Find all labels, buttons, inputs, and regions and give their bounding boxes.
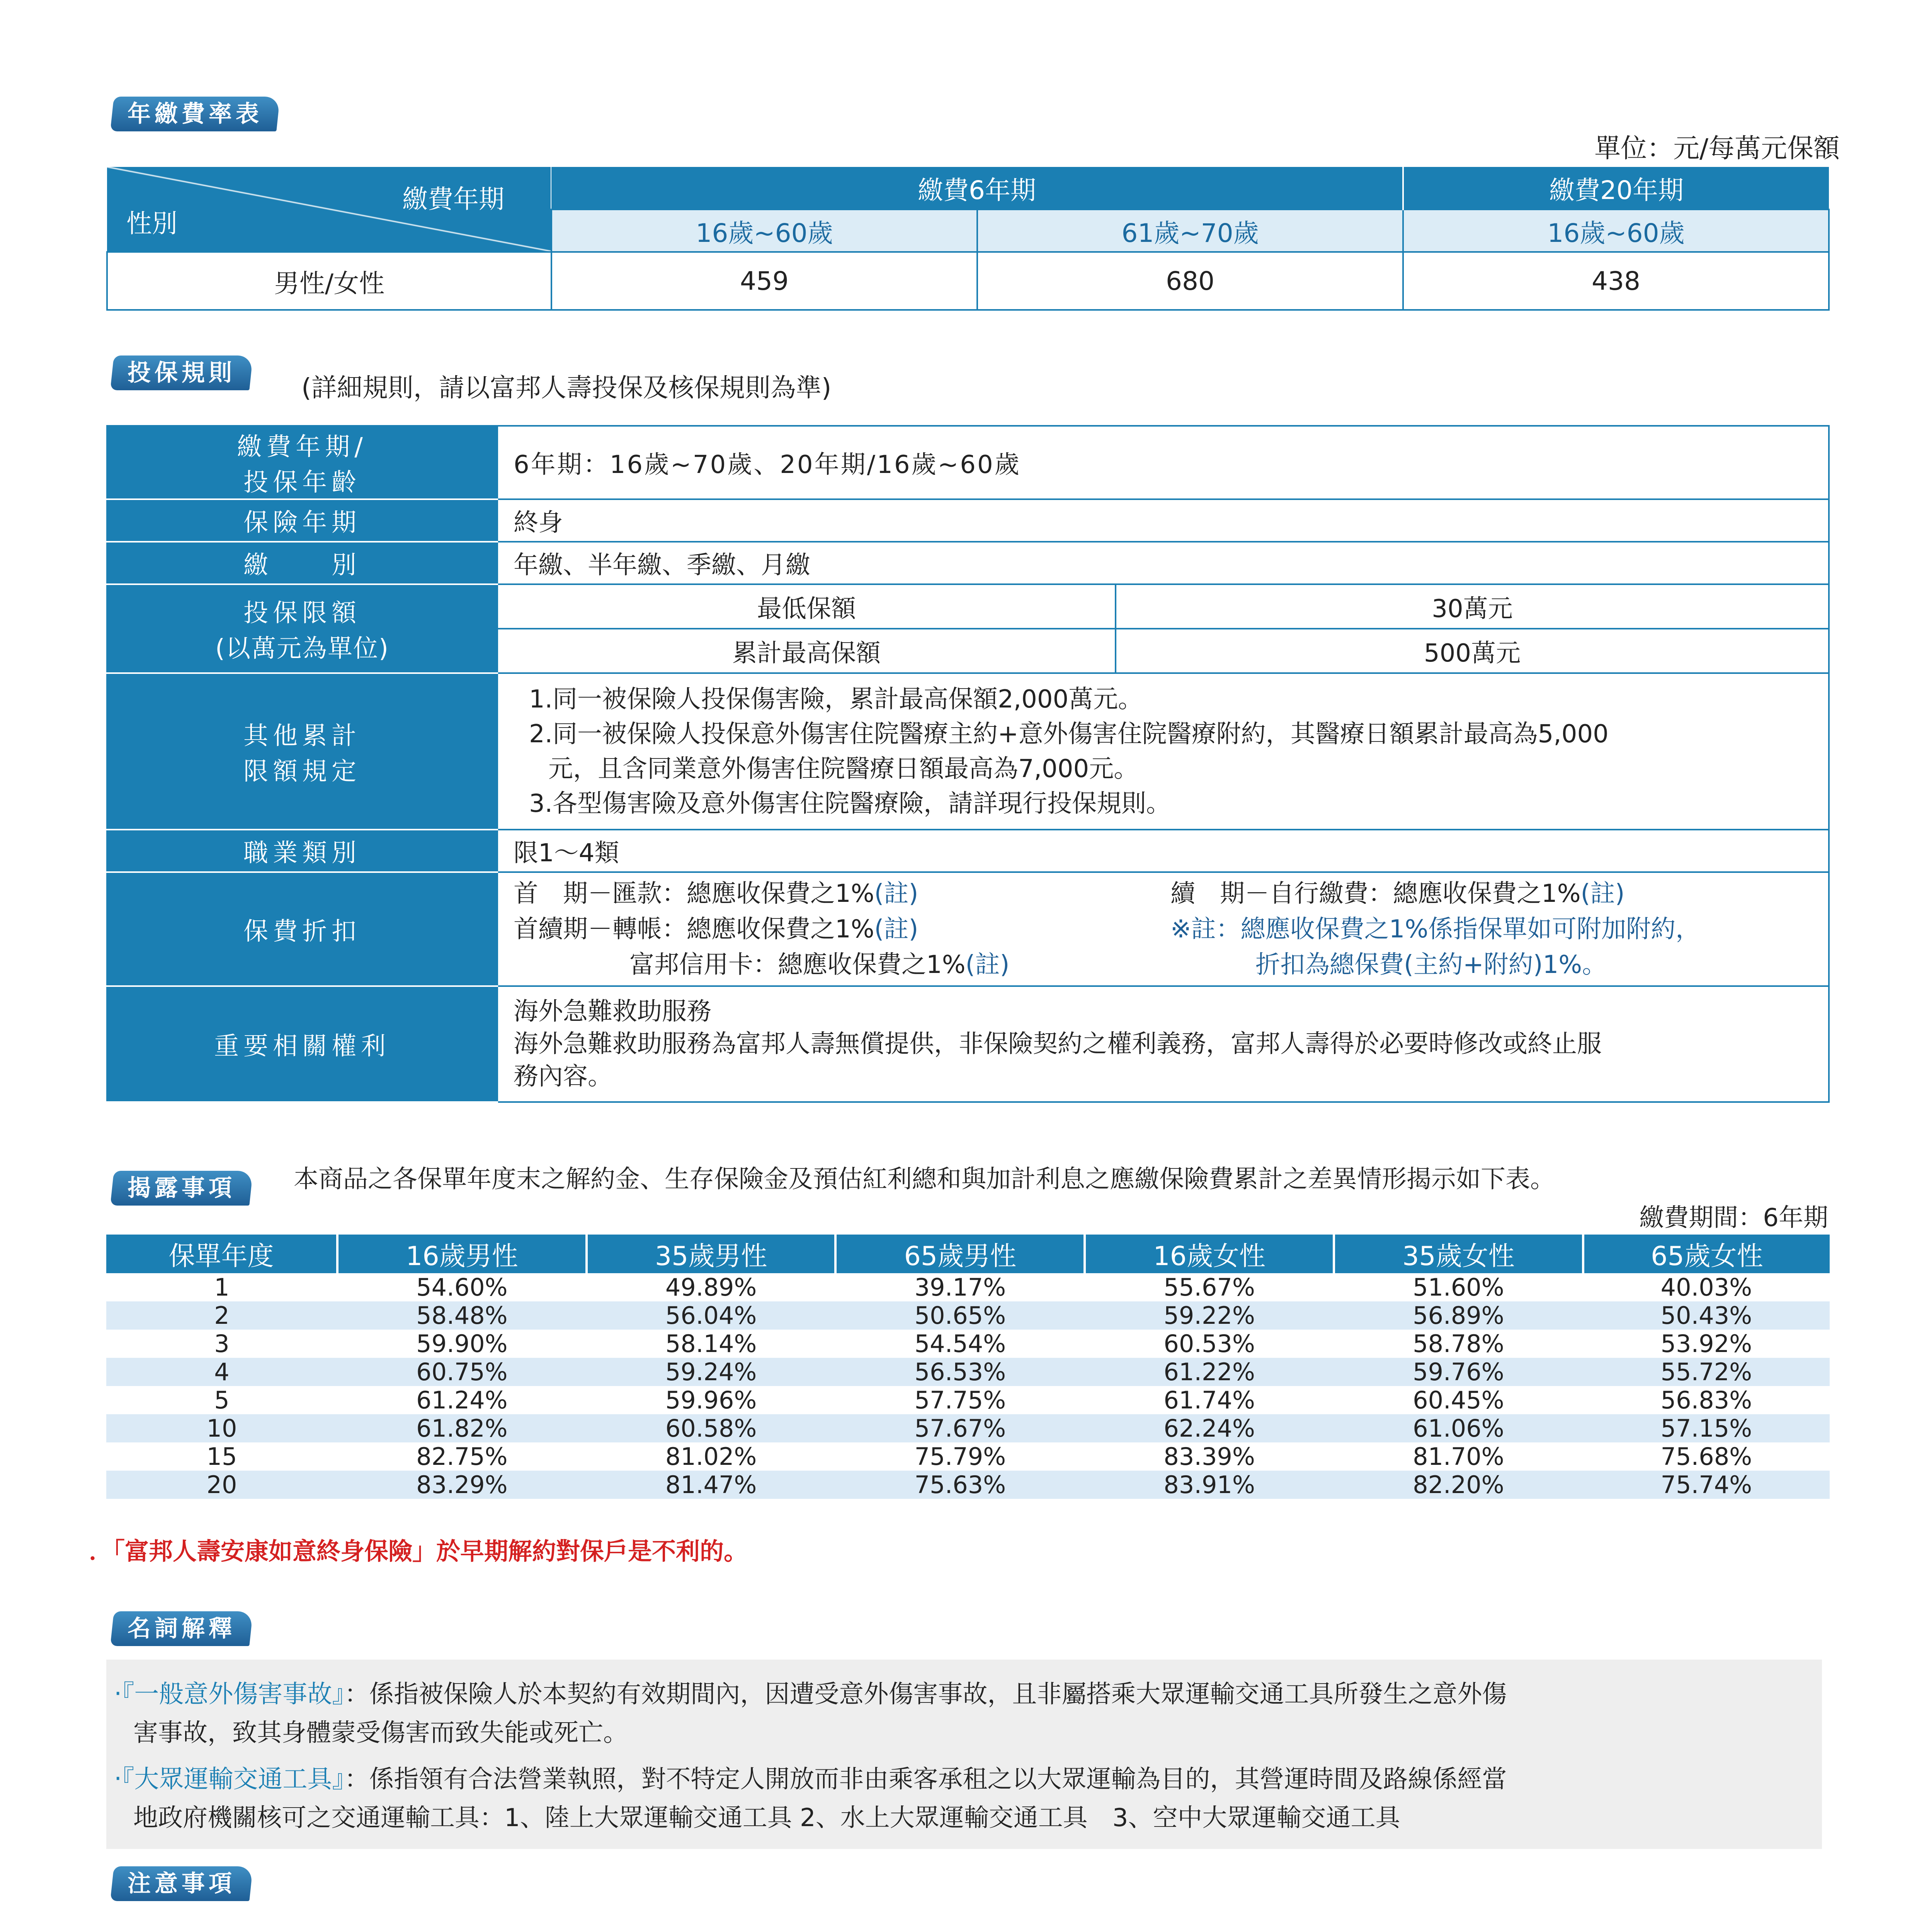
ratio-cell: 57.67% [835,1414,1085,1442]
col-16m: 16歲男性 [337,1235,587,1273]
period-label: 保險年期 [107,499,497,542]
disclosure-header-row [106,1235,1830,1273]
ratio-cell: 54.54% [914,1330,1006,1358]
ratio-cell: 82.20% [1334,1471,1583,1499]
disclosure-row [106,1471,1830,1499]
ratio-cell: 50.43% [1583,1301,1830,1330]
col-year: 保單年度 [106,1235,337,1273]
terms-section-tag: 名詞解釋 [110,1611,253,1646]
disclosure-row [106,1386,1830,1414]
pay-value: 年繳、半年繳、季繳、月繳 [497,542,1829,584]
ratio-cell: 53.92% [1660,1330,1752,1358]
plan-20yr-header: 繳費20年期 [1403,167,1829,209]
rules-note: (詳細規則，請以富邦人壽投保及核保規則為準) [301,373,832,403]
ratio-cell: 83.91% [1085,1471,1334,1499]
ratio-cell: 61.22% [1085,1358,1334,1386]
disclosure-row [106,1330,1830,1358]
ratio-cell: 58.78% [1413,1330,1504,1358]
disclosure-desc: 本商品之各保單年度末之解約金、生存保險金及預估紅利總和與加計利息之應繳保險費累計之差異情形揭示如下表。 [294,1165,1555,1194]
policy-year-cell: 5 [214,1386,230,1414]
ratio-cell: 56.83% [1660,1386,1752,1414]
rate-value: 680 [977,252,1403,310]
max-amount-value: 500萬元 [1116,629,1829,673]
ratio-cell: 60.53% [1163,1330,1255,1358]
policy-year-cell: 3 [214,1330,230,1358]
other-limit-value: 1.同一被保險人投保傷害險，累計最高保額2,000萬元。 2.同一被保險人投保意外傷害住院醫療主約+意外傷害住院醫療附約，其醫療日額累計最高為5,000 元，且含同業意外傷害住院醫療日額最高為7,000元。 3.各型傷害險及意外傷害住院醫療險，請詳現行投保規則。 [497,673,1829,830]
ratio-cell: 39.17% [914,1273,1006,1301]
disclosure-table [106,1235,1830,1499]
unit-label: 單位：元/每萬元保額 [1594,133,1840,164]
col-65m: 65歲男性 [835,1235,1085,1273]
ratio-cell: 61.82% [337,1414,587,1442]
disclosure-row [106,1273,1830,1301]
definition-2-cont: 地政府機關核可之交通運輸工具：1、陸上大眾運輸交通工具 2、水上大眾運輸交通工具 3、空中大眾運輸交通工具 [133,1804,1400,1832]
definition-1: ‧『一般意外傷害事故』：係指被保險人於本契約有效期間內，因遭受意外傷害事故，且非屬搭乘大眾運輸交通工具所發生之意外傷 [114,1680,1507,1709]
notices-section-tag: 注意事項 [110,1866,253,1901]
rate-header-corner [107,167,551,252]
ratio-cell: 54.60% [416,1273,508,1301]
gender-row-label: 男性/女性 [107,252,551,310]
ratio-cell: 61.24% [416,1386,508,1414]
ratio-cell: 56.89% [1334,1301,1583,1330]
rights-label: 重要相關權利 [107,986,497,1102]
ratio-cell: 55.67% [1163,1273,1255,1301]
policy-year-cell: 4 [106,1358,337,1386]
rate-table [106,167,1830,311]
ratio-cell: 58.48% [337,1301,587,1330]
ratio-cell: 50.65% [835,1301,1085,1330]
limit-label: 投保限額 (以萬元為單位) [107,584,497,673]
term-age-label: 繳費年期/ 投保年齡 [107,426,497,499]
pay-label: 繳 別 [107,542,497,584]
ratio-cell: 58.14% [665,1330,757,1358]
age-61-70-6yr: 61歲~70歲 [977,209,1403,252]
rate-section-tag: 年繳費率表 [110,97,280,131]
disclosure-period: 繳費期間：6年期 [1639,1204,1828,1232]
ratio-cell: 56.04% [587,1301,836,1330]
ratio-cell: 59.76% [1334,1358,1583,1386]
policy-year-cell: 2 [106,1301,337,1330]
ratio-cell: 59.96% [665,1386,757,1414]
rules-section-tag: 投保規則 [110,355,253,390]
ratio-cell: 57.15% [1583,1414,1830,1442]
ratio-cell: 81.70% [1413,1442,1504,1471]
ratio-cell: 83.39% [1163,1442,1255,1471]
ratio-cell: 75.74% [1583,1471,1830,1499]
ratio-cell: 81.47% [587,1471,836,1499]
policy-year-cell: 10 [106,1414,337,1442]
col-65f: 65歲女性 [1583,1235,1830,1273]
ratio-cell: 75.79% [914,1442,1006,1471]
discount-value: 首 期－匯款：總應收保費之1%(註) 首續期－轉帳：總應收保費之1%(註) 富邦信用卡：總應收保費之1%(註) 續 期－自行繳費：總應收保費之1%(註) ※註：總應收保費之1%係指保單如可附加附約， 折扣為總保費(主約+附約)1%。 [497,872,1829,986]
disclosure-row [106,1358,1830,1386]
disclosure-section-tag: 揭露事項 [110,1171,253,1206]
rules-table [106,425,1830,1103]
ratio-cell: 75.63% [835,1471,1085,1499]
ratio-cell: 75.68% [1660,1442,1752,1471]
term-age-value: 6年期：16歲~70歲、20年期/16歲~60歲 [497,426,1829,499]
period-value: 終身 [497,499,1829,542]
rate-value: 438 [1403,252,1829,310]
max-amount-label: 累計最高保額 [497,629,1116,673]
ratio-cell: 83.29% [337,1471,587,1499]
policy-year-cell: 15 [206,1442,237,1471]
policy-year-cell: 20 [106,1471,337,1499]
ratio-cell: 51.60% [1413,1273,1504,1301]
ratio-cell: 49.89% [665,1273,757,1301]
definition-1-cont: 害事故，致其身體蒙受傷害而致失能或死亡。 [133,1719,628,1747]
min-amount-label: 最低保額 [497,584,1116,629]
ratio-cell: 40.03% [1660,1273,1752,1301]
ratio-cell: 61.74% [1163,1386,1255,1414]
discount-label: 保費折扣 [107,872,497,986]
age-16-60-20yr: 16歲~60歲 [1403,209,1829,252]
policy-year-cell: 1 [214,1273,230,1301]
plan-6yr-header: 繳費6年期 [551,167,1403,209]
ratio-cell: 61.06% [1334,1414,1583,1442]
col-35m: 35歲男性 [587,1235,836,1273]
ratio-cell: 59.24% [587,1358,836,1386]
definition-2: ‧『大眾運輸交通工具』：係指領有合法營業執照，對不特定人開放而非由乘客承租之以大眾運輸為目的，其營運時間及路線係經當 [114,1765,1507,1794]
ratio-cell: 81.02% [665,1442,757,1471]
header-term-label: 繳費年期 [402,184,504,214]
rate-value: 459 [551,252,977,310]
col-35f: 35歲女性 [1334,1235,1583,1273]
disclosure-row [106,1414,1830,1442]
ratio-cell: 59.22% [1085,1301,1334,1330]
disclosure-row [106,1301,1830,1330]
ratio-cell: 82.75% [416,1442,508,1471]
ratio-cell: 57.75% [914,1386,1006,1414]
ratio-cell: 60.75% [337,1358,587,1386]
ratio-cell: 62.24% [1085,1414,1334,1442]
ratio-cell: 56.53% [835,1358,1085,1386]
ratio-cell: 60.58% [587,1414,836,1442]
header-gender-label: 性別 [126,209,177,238]
ratio-cell: 55.72% [1583,1358,1830,1386]
job-class-label: 職業類別 [107,830,497,872]
col-16f: 16歲女性 [1085,1235,1334,1273]
disclosure-row [106,1442,1830,1471]
job-class-value: 限1～4類 [497,830,1829,872]
other-limit-label: 其他累計 限額規定 [107,673,497,830]
age-16-60-6yr: 16歲~60歲 [551,209,977,252]
ratio-cell: 60.45% [1413,1386,1504,1414]
rights-value: 海外急難救助服務 海外急難救助服務為富邦人壽無償提供，非保險契約之權利義務，富邦人壽得於必要時修改或終止服 務內容。 [497,986,1829,1102]
ratio-cell: 59.90% [416,1330,508,1358]
disclosure-warning: ．「富邦人壽安康如意終身保險」於早期解約對保戶是不利的。 [89,1537,748,1565]
terms-box [106,1660,1822,1849]
min-amount-value: 30萬元 [1116,584,1829,629]
